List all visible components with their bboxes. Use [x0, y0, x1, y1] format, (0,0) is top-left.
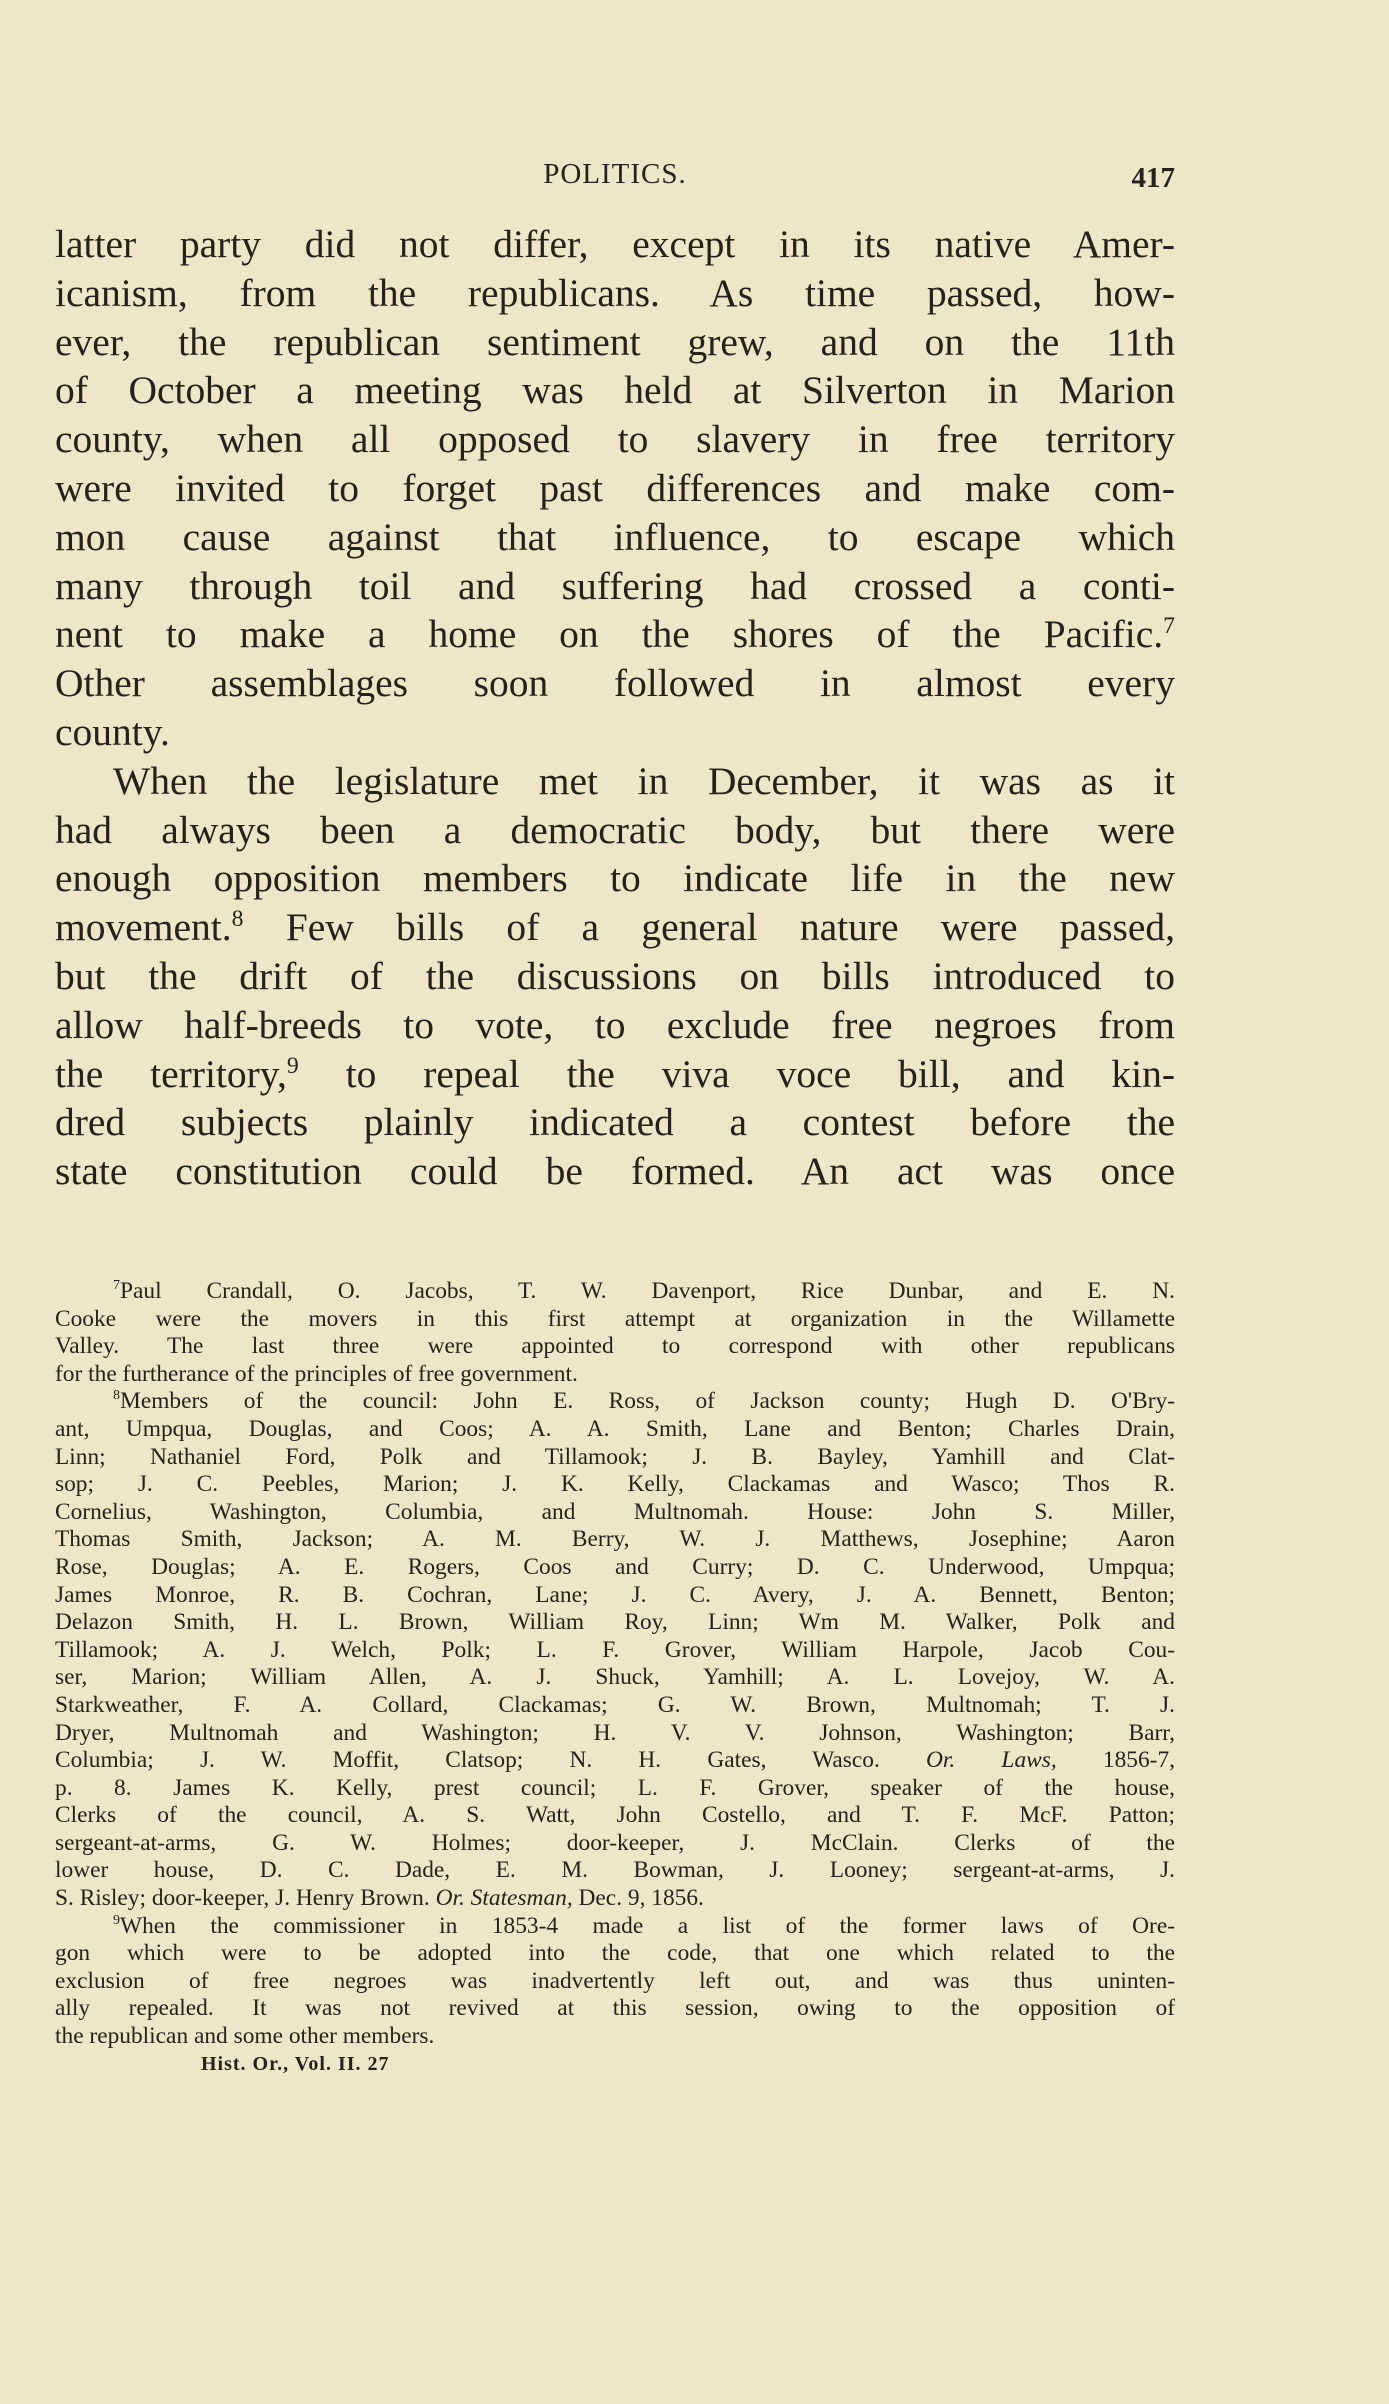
line-text: Starkweather, F. A. Collard, Clackamas; G. W. Brown, Multnomah; T. J. — [55, 1691, 1175, 1718]
line-text: county. — [55, 709, 170, 754]
body-line — [55, 806, 1175, 855]
line-text: Other assemblages soon followed in almost every — [55, 661, 1175, 706]
line-text: movement. — [55, 905, 232, 950]
line-text: many through toil and suffering had crossed a conti- — [55, 563, 1175, 608]
line-text: sergeant-at-arms, G. W. Holmes; door-keeper, J. McClain. Clerks of the — [55, 1829, 1175, 1856]
line-text: S. Risley; door-keeper, J. Henry Brown. — [55, 1885, 436, 1912]
line-text: icanism, from the republicans. As time passed, how- — [55, 270, 1175, 315]
line-text: exclusion of free negroes was inadvertently left out, and was thus uninten- — [55, 1967, 1175, 1994]
line-text: Few bills of a general nature were passed, — [243, 905, 1175, 950]
footnote-line — [55, 1720, 1175, 1748]
footnote-line — [55, 1995, 1175, 2023]
line-text: sop; J. C. Peebles, Marion; J. K. Kelly, Clackamas and Wasco; Thos R. — [55, 1471, 1175, 1498]
line-text: Rose, Douglas; A. E. Rogers, Coos and Curry; D. C. Underwood, Umpqua; — [55, 1553, 1175, 1580]
footnote-line — [55, 1885, 1175, 1913]
footnote-line — [55, 1278, 1175, 1306]
footnote-line — [55, 2023, 1175, 2051]
line-text: Delazon Smith, H. L. Brown, William Roy, Linn; Wm M. Walker, Polk and — [55, 1609, 1175, 1636]
line-text: for the furtherance of the principles of free government. — [55, 1360, 578, 1387]
body-line — [55, 513, 1175, 562]
footnote-line — [55, 1388, 1175, 1416]
footnote-line — [55, 1692, 1175, 1720]
body-line — [55, 610, 1175, 659]
body-text — [55, 220, 1175, 1196]
footnote-line — [55, 1664, 1175, 1692]
line-text: the territory, — [55, 1051, 287, 1096]
line-text: mon cause against that influence, to escape which — [55, 514, 1175, 559]
footnote-line — [55, 1333, 1175, 1361]
footnote-line — [55, 1775, 1175, 1803]
body-line — [55, 1147, 1175, 1196]
footnote-reference: 7 — [1163, 613, 1175, 640]
citation-title: Or. Laws, — [926, 1747, 1057, 1774]
line-text: Valley. The last three were appointed to correspond with other republicans — [55, 1333, 1175, 1360]
line-text: Dryer, Multnomah and Washington; H. V. V. Johnson, Washington; Barr, — [55, 1719, 1175, 1746]
line-text: latter party did not differ, except in its native Amer- — [55, 222, 1175, 266]
footnotes — [55, 1278, 1175, 2078]
footnote-line — [55, 1499, 1175, 1527]
line-text: Dec. 9, 1856. — [572, 1885, 704, 1912]
line-text: When the legislature met in December, it was as it — [113, 758, 1175, 803]
line-text: Cornelius, Washington, Columbia, and Multnomah. House: John S. Miller, — [55, 1498, 1175, 1525]
footnote-line — [55, 1361, 1175, 1389]
body-line — [55, 415, 1175, 464]
page-header — [55, 158, 1175, 198]
line-text: James Monroe, R. B. Cochran, Lane; J. C. Avery, J. A. Bennett, Benton; — [55, 1581, 1175, 1608]
line-text: 1856-7, — [1056, 1747, 1175, 1774]
line-text: Clerks of the council, A. S. Watt, John Costello, and T. F. McF. Patton; — [55, 1802, 1175, 1829]
line-text: Linn; Nathaniel Ford, Polk and Tillamook; J. B. Bayley, Yamhill and Clat- — [55, 1443, 1175, 1470]
line-text: Members of the council: John E. Ross, of Jackson county; Hugh D. O'Bry- — [120, 1388, 1175, 1415]
body-line — [55, 659, 1175, 708]
running-head: POLITICS. — [543, 158, 687, 190]
line-text: had always been a democratic body, but there were — [55, 807, 1175, 852]
footnote-line — [55, 1747, 1175, 1775]
footnote-line — [55, 1830, 1175, 1858]
body-line — [55, 1098, 1175, 1147]
line-text: of October a meeting was held at Silverton in Marion — [55, 368, 1175, 413]
signature-mark: Hist. Or., Vol. II. 27 — [201, 2052, 390, 2075]
footnote-line — [55, 1913, 1175, 1941]
line-text: nent to make a home on the shores of the Pacific. — [55, 612, 1164, 657]
footnote-line — [55, 1471, 1175, 1499]
citation-title: Or. Statesman, — [435, 1885, 573, 1912]
footnote-marker: 9 — [113, 1912, 121, 1928]
line-text: When the commissioner in 1853-4 made a list of the former laws of Ore- — [120, 1912, 1175, 1939]
line-text: Cooke were the movers in this first attempt at organization in the Willamette — [55, 1305, 1175, 1332]
body-line — [55, 269, 1175, 318]
page-number: 417 — [1131, 162, 1175, 194]
body-line — [55, 757, 1175, 806]
line-text: enough opposition members to indicate life in the new — [55, 856, 1175, 901]
body-line — [55, 220, 1175, 269]
line-text: Tillamook; A. J. Welch, Polk; L. F. Grover, William Harpole, Jacob Cou- — [55, 1636, 1175, 1663]
body-line — [55, 464, 1175, 513]
body-line — [55, 1050, 1175, 1099]
body-line — [55, 1001, 1175, 1050]
body-line — [55, 366, 1175, 415]
line-text: ally repealed. It was not revived at this session, owing to the opposition of — [55, 1995, 1175, 2022]
footnote-line — [55, 1306, 1175, 1334]
footnote-marker: 7 — [113, 1278, 121, 1294]
line-text: county, when all opposed to slavery in free territory — [55, 417, 1175, 462]
body-line — [55, 708, 1175, 757]
line-text: but the drift of the discussions on bills introduced to — [55, 953, 1175, 998]
line-text: the republican and some other members. — [55, 2023, 435, 2050]
footnote-line — [55, 1609, 1175, 1637]
footnote-line — [55, 1526, 1175, 1554]
footnote-line — [55, 1857, 1175, 1885]
line-text: gon which were to be adopted into the code, that one which related to the — [55, 1940, 1175, 1967]
line-text: allow half-breeds to vote, to exclude free negroes from — [55, 1002, 1175, 1047]
line-text: state constitution could be formed. An act was once — [55, 1149, 1175, 1194]
footnote-line — [55, 1802, 1175, 1830]
footnote-line — [55, 1582, 1175, 1610]
line-text: were invited to forget past differences and make com- — [55, 465, 1175, 510]
footnote-line — [55, 1940, 1175, 1968]
footnote-reference: 8 — [231, 906, 244, 932]
line-text: p. 8. James K. Kelly, prest council; L. F. Grover, speaker of the house, — [55, 1774, 1175, 1801]
footnote-line — [55, 1968, 1175, 1996]
body-line — [55, 318, 1175, 367]
line-text: ant, Umpqua, Douglas, and Coos; A. A. Smith, Lane and Benton; Charles Drain, — [55, 1415, 1175, 1442]
footnote-line — [55, 1416, 1175, 1444]
line-text: to repeal the viva voce bill, and kin- — [298, 1051, 1175, 1096]
footnote-line — [55, 1554, 1175, 1582]
line-text: Paul Crandall, O. Jacobs, T. W. Davenport, Rice Dunbar, and E. N. — [120, 1278, 1175, 1304]
line-text: ever, the republican sentiment grew, and on the 11th — [55, 319, 1175, 364]
line-text: Thomas Smith, Jackson; A. M. Berry, W. J. Matthews, Josephine; Aaron — [55, 1526, 1175, 1553]
body-line — [55, 562, 1175, 611]
line-text: ser, Marion; William Allen, A. J. Shuck, Yamhill; A. L. Lovejoy, W. A. — [55, 1664, 1175, 1691]
body-line — [55, 952, 1175, 1001]
body-line — [55, 854, 1175, 903]
body-line — [55, 903, 1175, 952]
footnote-marker: 8 — [113, 1388, 121, 1404]
footnote-line — [55, 1637, 1175, 1665]
footnote-reference: 9 — [286, 1052, 299, 1079]
line-text: Columbia; J. W. Moffit, Clatsop; N. H. Gates, Wasco. — [55, 1747, 926, 1774]
line-text: lower house, D. C. Dade, E. M. Bowman, J. Looney; sergeant-at-arms, J. — [55, 1857, 1175, 1884]
line-text: dred subjects plainly indicated a contest before the — [55, 1100, 1175, 1145]
footnote-line — [55, 1444, 1175, 1472]
